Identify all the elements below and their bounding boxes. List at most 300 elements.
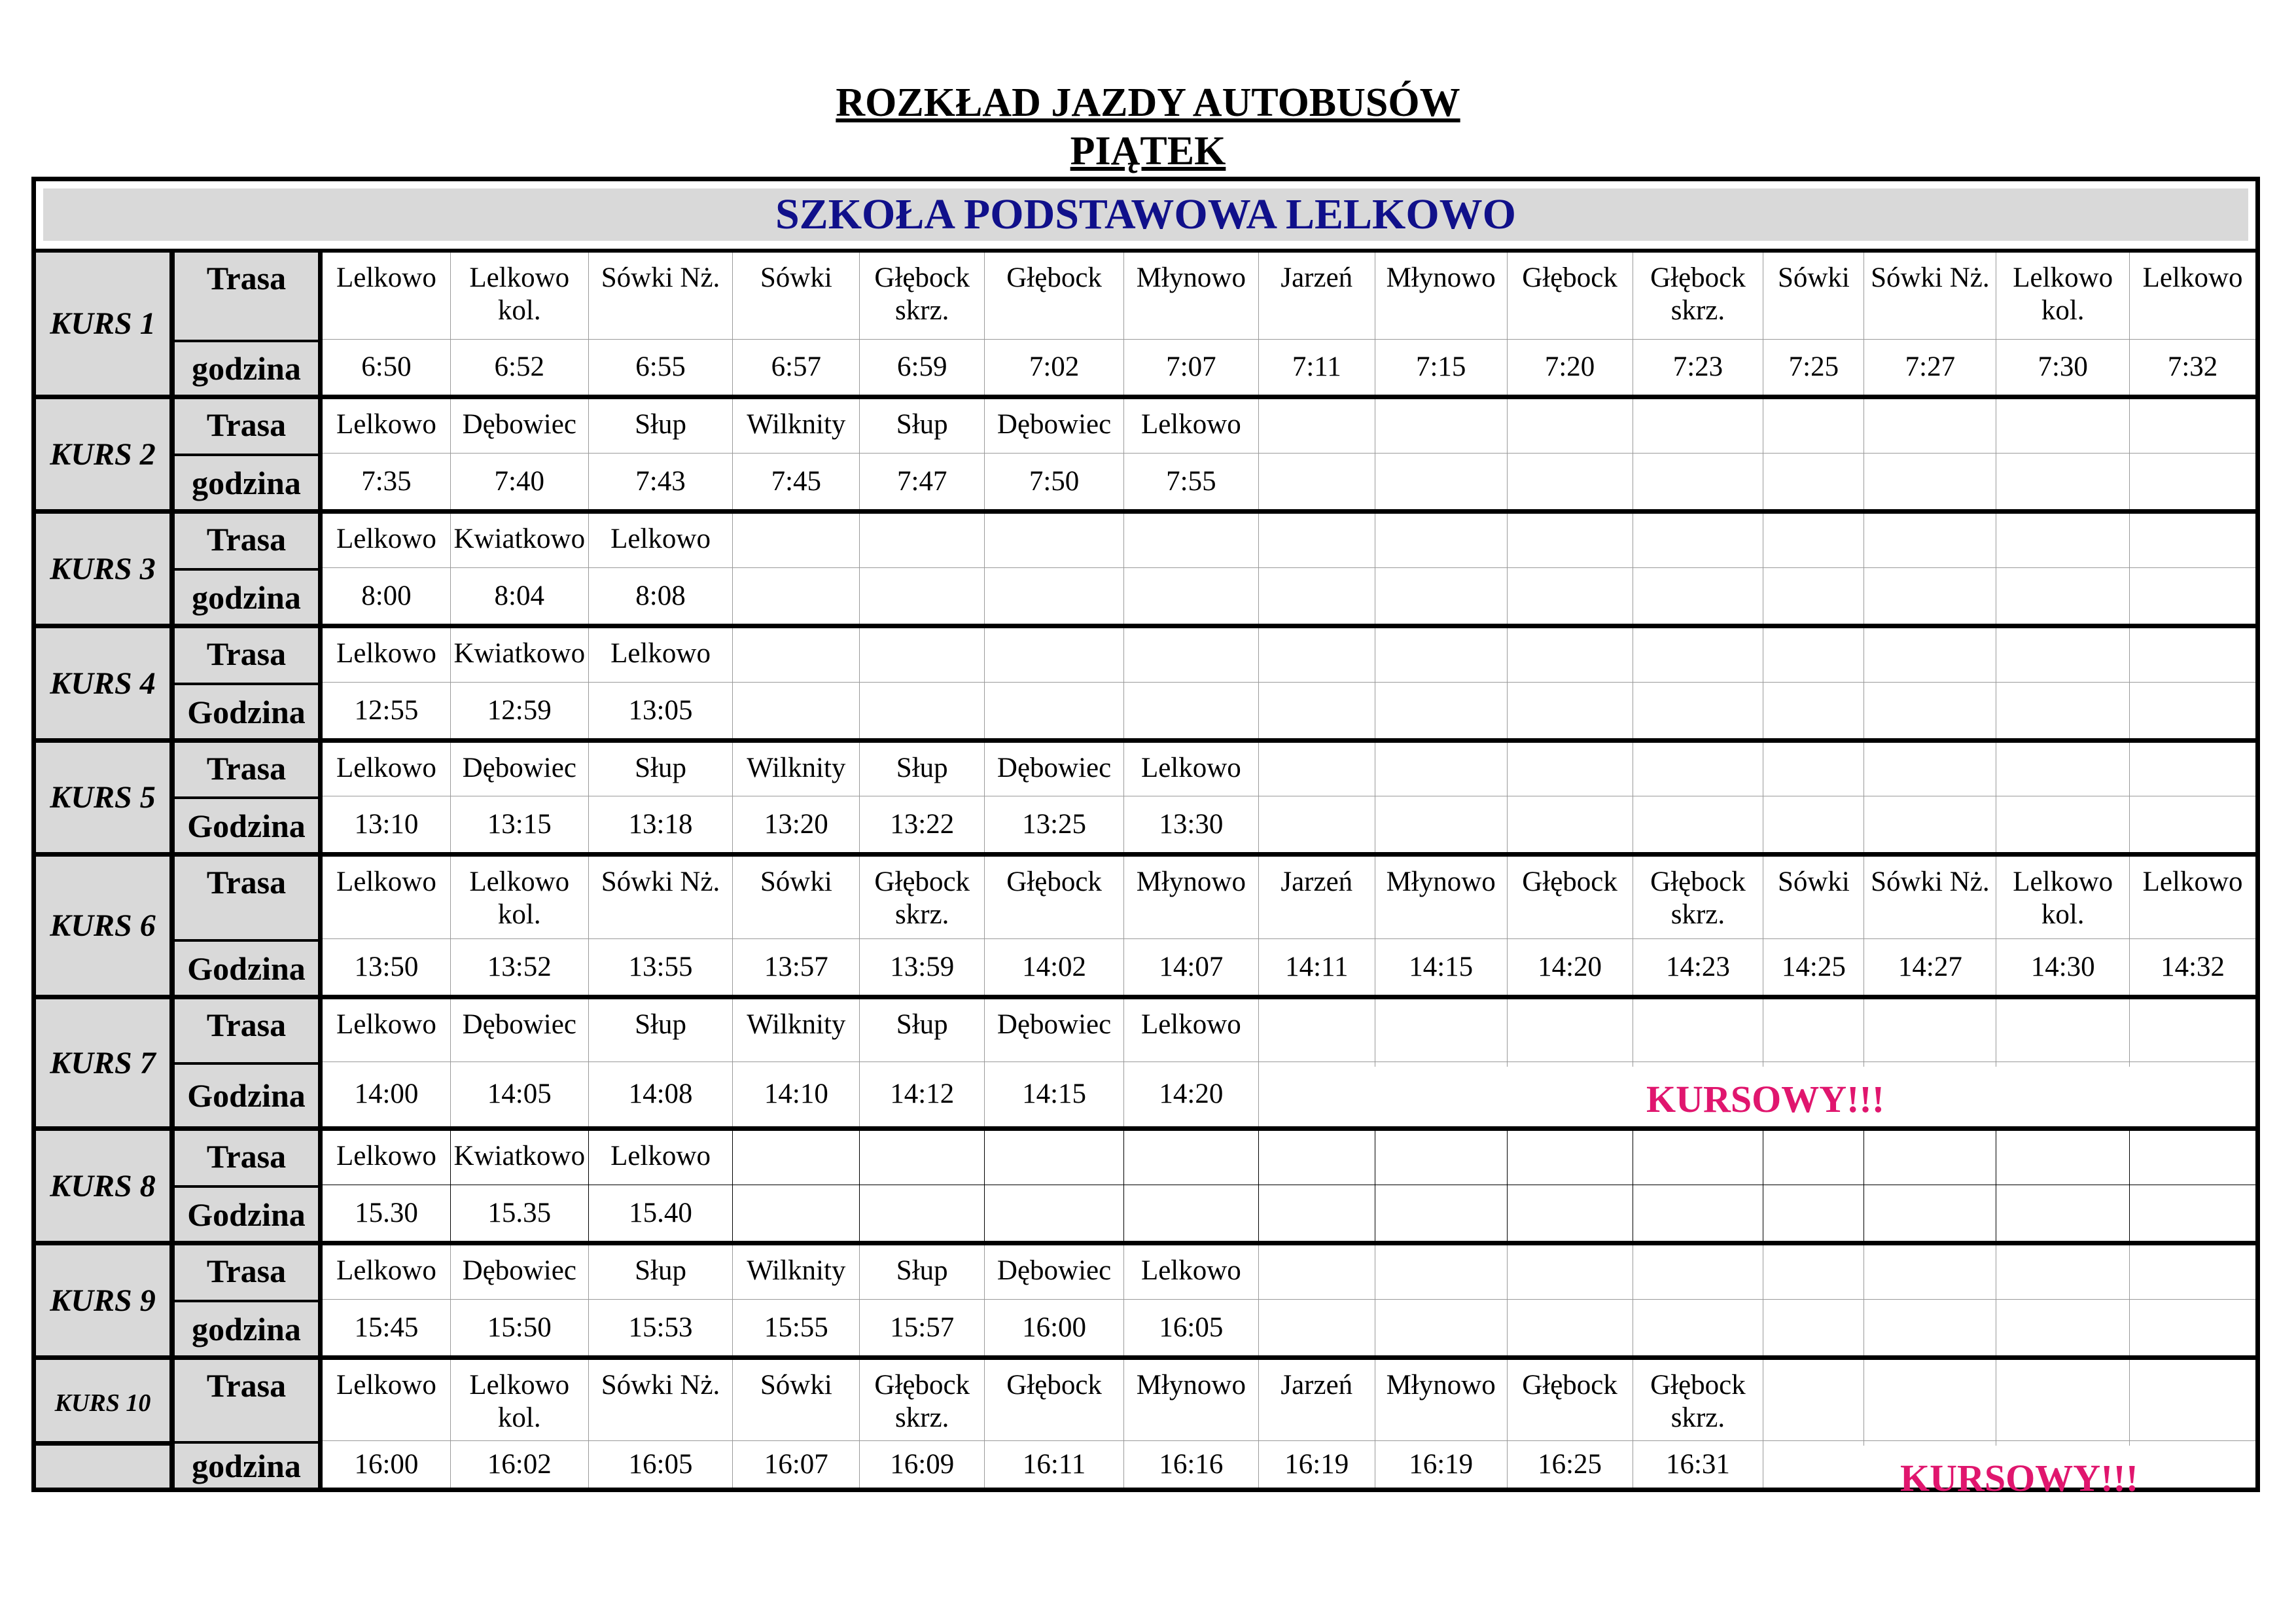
stop-cell: Dębowiec xyxy=(985,399,1124,458)
time-cell: 8:00 xyxy=(323,568,451,624)
time-cell xyxy=(985,683,1124,738)
time-label: godzina xyxy=(175,568,323,624)
stop-cell: Dębowiec xyxy=(985,743,1124,801)
time-cell: 13:20 xyxy=(733,796,860,852)
kursowy-note: KURSOWY!!! xyxy=(1899,1457,2139,1499)
time-cell xyxy=(1375,1185,1508,1241)
time-cell: 6:59 xyxy=(860,340,985,395)
page-subtitle: PIĄTEK xyxy=(1070,129,1226,173)
course-name: KURS 6 xyxy=(36,857,175,995)
page-title: ROZKŁAD JAZDY AUTOBUSÓW xyxy=(836,80,1460,125)
time-cell: 7:55 xyxy=(1124,454,1259,509)
time-cell xyxy=(1996,1185,2130,1241)
stop-cell xyxy=(1375,1245,1508,1304)
time-cell xyxy=(1259,454,1375,509)
stop-cell xyxy=(1633,514,1764,573)
stop-cell: Sówki xyxy=(1763,857,1864,944)
course-8 xyxy=(36,1126,2255,1241)
stop-cell: Sówki xyxy=(733,1360,860,1446)
time-cell: 7:23 xyxy=(1633,340,1764,395)
stop-cell xyxy=(1633,628,1764,687)
time-row xyxy=(323,453,2255,509)
time-label: godzina xyxy=(175,454,323,509)
time-cell xyxy=(2130,683,2255,738)
time-cell: 14:20 xyxy=(1508,939,1633,995)
stop-cell xyxy=(1996,1131,2130,1190)
route-label: Trasa xyxy=(175,399,323,458)
course-name: KURS 3 xyxy=(36,514,175,624)
time-cell: 8:04 xyxy=(451,568,589,624)
course-name: KURS 4 xyxy=(36,628,175,738)
time-cell: 13:15 xyxy=(451,796,589,852)
stop-cell: Sówki Nż. xyxy=(1864,857,1996,944)
time-cell xyxy=(860,568,985,624)
route-row xyxy=(323,628,2255,687)
time-cell xyxy=(1633,1185,1764,1241)
stop-cell: Młynowo xyxy=(1124,253,1259,340)
stop-cell: Młynowo xyxy=(1375,857,1508,944)
time-cell xyxy=(1996,683,2130,738)
time-cell: 7:50 xyxy=(985,454,1124,509)
time-cell xyxy=(1996,1300,2130,1355)
time-cell: 7:45 xyxy=(733,454,860,509)
time-row xyxy=(323,567,2255,624)
stop-cell xyxy=(2130,1131,2255,1190)
stop-cell: Lelkowo kol. xyxy=(451,857,589,944)
route-row xyxy=(323,1360,2255,1446)
time-cell: 14:05 xyxy=(451,1062,589,1126)
time-row xyxy=(323,1299,2255,1355)
time-cell xyxy=(860,683,985,738)
stop-cell xyxy=(1259,1131,1375,1190)
stop-cell: Słup xyxy=(589,999,733,1067)
time-cell xyxy=(1763,454,1864,509)
time-cell: 16:05 xyxy=(1124,1300,1259,1355)
stop-cell: Głębock xyxy=(985,1360,1124,1446)
stop-cell xyxy=(1124,514,1259,573)
stop-cell: Słup xyxy=(860,399,985,458)
stop-cell xyxy=(1375,628,1508,687)
stop-cell xyxy=(1633,999,1764,1067)
stop-cell xyxy=(1996,628,2130,687)
stop-cell xyxy=(1763,1245,1864,1304)
route-row xyxy=(323,253,2255,340)
time-cell xyxy=(1508,1300,1633,1355)
time-cell: 13:59 xyxy=(860,939,985,995)
time-cell xyxy=(860,1185,985,1241)
time-cell xyxy=(1633,796,1764,852)
stop-cell xyxy=(2130,628,2255,687)
stop-cell xyxy=(1864,1245,1996,1304)
route-row xyxy=(323,514,2255,573)
stop-cell: Dębowiec xyxy=(985,1245,1124,1304)
stop-cell: Lelkowo xyxy=(1124,1245,1259,1304)
stop-cell: Sówki Nż. xyxy=(589,857,733,944)
course-1 xyxy=(36,253,2255,395)
time-cell: 13:25 xyxy=(985,796,1124,852)
course-name: KURS 7 xyxy=(36,999,175,1126)
time-cell xyxy=(1864,796,1996,852)
time-cell xyxy=(1259,1185,1375,1241)
stop-cell xyxy=(733,1131,860,1190)
time-cell xyxy=(1508,796,1633,852)
stop-cell xyxy=(1864,628,1996,687)
time-cell: 8:08 xyxy=(589,568,733,624)
route-label: Trasa xyxy=(175,253,323,340)
time-cell: 6:55 xyxy=(589,340,733,395)
time-cell: 7:15 xyxy=(1375,340,1508,395)
stop-cell: Kwiatkowo xyxy=(451,1131,589,1190)
stop-cell xyxy=(1259,999,1375,1067)
stop-cell: Lelkowo xyxy=(323,1360,451,1446)
time-cell: 14:20 xyxy=(1124,1062,1259,1126)
stop-cell: Kwiatkowo xyxy=(451,628,589,687)
stop-cell xyxy=(1633,1245,1764,1304)
time-cell: 12:59 xyxy=(451,683,589,738)
time-cell: 14:11 xyxy=(1259,939,1375,995)
stop-cell: Głębock xyxy=(1508,253,1633,340)
time-cell xyxy=(985,1185,1124,1241)
stop-cell: Lelkowo xyxy=(323,514,451,573)
time-cell: 13:55 xyxy=(589,939,733,995)
time-cell xyxy=(1763,1185,1864,1241)
time-cell: 13:50 xyxy=(323,939,451,995)
stop-cell xyxy=(1996,514,2130,573)
time-cell xyxy=(2130,568,2255,624)
stop-cell xyxy=(1375,1131,1508,1190)
time-cell: 14:12 xyxy=(860,1062,985,1126)
stop-cell xyxy=(985,1131,1124,1190)
time-cell xyxy=(2130,454,2255,509)
route-row xyxy=(323,1245,2255,1304)
time-cell: 13:22 xyxy=(860,796,985,852)
time-cell: 14:02 xyxy=(985,939,1124,995)
time-cell xyxy=(1763,683,1864,738)
stop-cell: Lelkowo kol. xyxy=(451,253,589,340)
time-cell xyxy=(1124,568,1259,624)
stop-cell: Młynowo xyxy=(1375,1360,1508,1446)
time-cell: 15:55 xyxy=(733,1300,860,1355)
time-cell: 13:57 xyxy=(733,939,860,995)
time-cell: 14:07 xyxy=(1124,939,1259,995)
stop-cell: Lelkowo kol. xyxy=(1996,857,2130,944)
course-4 xyxy=(36,624,2255,738)
time-cell: 16:16 xyxy=(1124,1441,1259,1488)
stop-cell: Sówki xyxy=(733,857,860,944)
route-row xyxy=(323,999,2255,1067)
time-cell: 14:27 xyxy=(1864,939,1996,995)
stop-cell xyxy=(1508,514,1633,573)
stop-cell xyxy=(1763,999,1864,1067)
stop-cell: Słup xyxy=(860,743,985,801)
time-cell xyxy=(1508,683,1633,738)
time-cell xyxy=(1763,568,1864,624)
time-label: Godzina xyxy=(175,939,323,995)
time-row xyxy=(323,1061,2255,1126)
course-10 xyxy=(36,1355,2255,1499)
time-cell: 7:30 xyxy=(1996,340,2130,395)
time-cell xyxy=(1124,683,1259,738)
time-cell: 7:43 xyxy=(589,454,733,509)
time-cell: 7:07 xyxy=(1124,340,1259,395)
time-cell: 15.30 xyxy=(323,1185,451,1241)
time-cell xyxy=(1375,454,1508,509)
time-cell: 16:25 xyxy=(1508,1441,1633,1488)
stop-cell: Głębock xyxy=(985,857,1124,944)
time-row xyxy=(323,682,2255,738)
course-name-blank xyxy=(36,1441,175,1488)
route-row xyxy=(323,743,2255,801)
time-cell: 16:00 xyxy=(323,1441,451,1488)
time-cell: 7:32 xyxy=(2167,351,2218,382)
stop-cell xyxy=(1996,399,2130,458)
route-row xyxy=(323,399,2255,458)
stop-cell: Lelkowo xyxy=(589,1131,733,1190)
time-cell: 15.35 xyxy=(451,1185,589,1241)
time-cell: 7:35 xyxy=(323,454,451,509)
time-cell: 13:05 xyxy=(589,683,733,738)
stop-cell: Lelkowo xyxy=(323,1245,451,1304)
stop-cell xyxy=(733,628,860,687)
stop-cell xyxy=(1996,1360,2130,1446)
stop-cell: Młynowo xyxy=(1124,1360,1259,1446)
time-cell: 16:31 xyxy=(1633,1441,1764,1488)
time-cell xyxy=(1996,568,2130,624)
school-name: SZKOŁA PODSTAWOWA LELKOWO xyxy=(43,188,2248,241)
time-cell xyxy=(1259,1300,1375,1355)
time-row xyxy=(323,1440,2255,1488)
time-cell: 7:27 xyxy=(1864,340,1996,395)
kursowy-note: KURSOWY!!! xyxy=(1646,1078,1885,1120)
time-cell xyxy=(1259,568,1375,624)
time-cell: 6:52 xyxy=(451,340,589,395)
time-row xyxy=(323,339,2255,395)
stop-cell: Dębowiec xyxy=(451,743,589,801)
course-3 xyxy=(36,509,2255,624)
time-cell: 15:53 xyxy=(589,1300,733,1355)
course-5 xyxy=(36,738,2255,852)
stop-cell: Jarzeń xyxy=(1259,857,1375,944)
stop-cell xyxy=(1864,1360,1996,1446)
time-cell xyxy=(1375,683,1508,738)
stop-cell: Lelkowo xyxy=(323,1131,451,1190)
time-row xyxy=(323,796,2255,852)
time-cell: 6:57 xyxy=(733,340,860,395)
stop-cell xyxy=(1375,999,1508,1067)
stop-cell xyxy=(1864,999,1996,1067)
stop-cell xyxy=(1508,1131,1633,1190)
time-cell xyxy=(1375,568,1508,624)
stop-cell xyxy=(2130,1245,2255,1304)
time-cell: 14:08 xyxy=(589,1062,733,1126)
stop-cell xyxy=(985,628,1124,687)
stop-cell: Słup xyxy=(589,743,733,801)
time-cell xyxy=(2130,1185,2255,1241)
stop-cell: Sówki xyxy=(1763,253,1864,340)
stop-cell xyxy=(1996,743,2130,801)
stop-cell: Sówki xyxy=(733,253,860,340)
stop-cell xyxy=(1864,743,1996,801)
stop-cell: Kwiatkowo xyxy=(451,514,589,573)
time-cell xyxy=(1864,454,1996,509)
stop-cell xyxy=(1375,743,1508,801)
stop-cell xyxy=(1375,399,1508,458)
time-cell xyxy=(1633,1300,1764,1355)
course-name: KURS 9 xyxy=(36,1245,175,1355)
stop-cell xyxy=(1996,999,2130,1067)
time-cell: 16:05 xyxy=(589,1441,733,1488)
time-cell xyxy=(1864,568,1996,624)
stop-cell: Lelkowo xyxy=(1124,399,1259,458)
stop-cell xyxy=(1763,1360,1864,1446)
time-cell: 7:02 xyxy=(985,340,1124,395)
stop-cell: Jarzeń xyxy=(1259,253,1375,340)
stop-cell xyxy=(1763,1131,1864,1190)
stop-cell: Słup xyxy=(860,1245,985,1304)
route-label: Trasa xyxy=(175,743,323,801)
stop-cell xyxy=(1763,514,1864,573)
stop-cell: Głębock skrz. xyxy=(1633,1360,1764,1446)
time-cell xyxy=(985,568,1124,624)
time-cell: 7:47 xyxy=(860,454,985,509)
time-cell xyxy=(1508,1185,1633,1241)
course-9 xyxy=(36,1241,2255,1355)
time-cell xyxy=(1996,454,2130,509)
stop-cell xyxy=(1124,628,1259,687)
time-cell: 14:00 xyxy=(323,1062,451,1126)
stop-cell xyxy=(2130,999,2255,1067)
time-cell: 16:09 xyxy=(860,1441,985,1488)
stop-cell: Lelkowo xyxy=(2142,262,2243,293)
stop-cell: Sówki Nż. xyxy=(589,1360,733,1446)
time-cell xyxy=(733,568,860,624)
time-cell: 14:32 xyxy=(2161,951,2225,982)
time-cell: 13:10 xyxy=(323,796,451,852)
time-cell: 16:11 xyxy=(985,1441,1124,1488)
stop-cell: Wilknity xyxy=(733,399,860,458)
time-cell: 15.40 xyxy=(589,1185,733,1241)
stop-cell: Lelkowo xyxy=(1124,999,1259,1067)
route-row xyxy=(323,1131,2255,1190)
stop-cell: Jarzeń xyxy=(1259,1360,1375,1446)
stop-cell: Głębock skrz. xyxy=(860,1360,985,1446)
stop-cell xyxy=(1633,1131,1764,1190)
course-name: KURS 1 xyxy=(36,253,175,395)
stop-cell xyxy=(733,514,860,573)
stop-cell: Głębock skrz. xyxy=(860,857,985,944)
stop-cell xyxy=(1508,399,1633,458)
stop-cell: Słup xyxy=(860,999,985,1067)
time-cell: 16:00 xyxy=(985,1300,1124,1355)
stop-cell xyxy=(1633,399,1764,458)
stop-cell: Głębock xyxy=(985,253,1124,340)
course-name: KURS 5 xyxy=(36,743,175,852)
stop-cell: Lelkowo xyxy=(323,743,451,801)
route-label: Trasa xyxy=(175,999,323,1067)
stop-cell: Głębock skrz. xyxy=(1633,253,1764,340)
stop-cell xyxy=(1508,1245,1633,1304)
time-cell xyxy=(2130,1300,2255,1355)
stop-cell: Głębock skrz. xyxy=(860,253,985,340)
stop-cell xyxy=(2130,399,2255,458)
time-cell: 14:23 xyxy=(1633,939,1764,995)
stop-cell xyxy=(985,514,1124,573)
stop-cell: Słup xyxy=(589,1245,733,1304)
route-label: Trasa xyxy=(175,1360,323,1446)
time-cell: 14:10 xyxy=(733,1062,860,1126)
stop-cell xyxy=(1508,999,1633,1067)
time-cell: 7:25 xyxy=(1763,340,1864,395)
stop-cell: Słup xyxy=(589,399,733,458)
stop-cell xyxy=(1633,743,1764,801)
stop-cell: Wilknity xyxy=(733,1245,860,1304)
time-cell xyxy=(733,1185,860,1241)
stop-cell: Wilknity xyxy=(733,999,860,1067)
route-label: Trasa xyxy=(175,857,323,944)
course-6 xyxy=(36,852,2255,995)
time-cell xyxy=(1864,1185,1996,1241)
stop-cell: Dębowiec xyxy=(451,999,589,1067)
time-label: Godzina xyxy=(175,796,323,852)
time-cell xyxy=(1508,454,1633,509)
time-cell: 14:15 xyxy=(985,1062,1124,1126)
time-label: Godzina xyxy=(175,1062,323,1126)
time-cell xyxy=(1864,683,1996,738)
stop-cell xyxy=(1864,514,1996,573)
course-7 xyxy=(36,995,2255,1126)
stop-cell: Lelkowo xyxy=(323,399,451,458)
stop-cell xyxy=(1508,743,1633,801)
stop-cell xyxy=(1124,1131,1259,1190)
stop-cell: Dębowiec xyxy=(451,1245,589,1304)
time-cell xyxy=(1763,1300,1864,1355)
time-cell: 16:19 xyxy=(1375,1441,1508,1488)
time-cell xyxy=(1763,796,1864,852)
time-cell xyxy=(1633,454,1764,509)
route-label: Trasa xyxy=(175,628,323,687)
time-cell: 13:30 xyxy=(1124,796,1259,852)
time-label: godzina xyxy=(175,1441,323,1488)
time-cell xyxy=(1508,568,1633,624)
stop-cell xyxy=(1864,1131,1996,1190)
time-cell xyxy=(1996,796,2130,852)
time-cell xyxy=(1375,1300,1508,1355)
route-row xyxy=(323,857,2255,944)
stop-cell xyxy=(1259,1245,1375,1304)
time-cell: 15:57 xyxy=(860,1300,985,1355)
stop-cell: Głębock xyxy=(1508,1360,1633,1446)
time-label: godzina xyxy=(175,1300,323,1355)
stop-cell xyxy=(860,514,985,573)
stop-cell: Młynowo xyxy=(1124,857,1259,944)
time-cell: 14:25 xyxy=(1763,939,1864,995)
stop-cell: Głębock xyxy=(1508,857,1633,944)
route-label: Trasa xyxy=(175,514,323,573)
stop-cell: Lelkowo xyxy=(1124,743,1259,801)
time-cell xyxy=(1259,683,1375,738)
stop-cell xyxy=(1375,514,1508,573)
time-cell: 16:02 xyxy=(451,1441,589,1488)
stop-cell xyxy=(1864,399,1996,458)
stop-cell xyxy=(1259,628,1375,687)
course-name: KURS 10 xyxy=(36,1360,175,1446)
stop-cell: Lelkowo xyxy=(323,999,451,1067)
time-row xyxy=(323,1185,2255,1241)
stop-cell xyxy=(2130,514,2255,573)
time-cell: 13:52 xyxy=(451,939,589,995)
time-cell: 14:30 xyxy=(1996,939,2130,995)
stop-cell: Młynowo xyxy=(1375,253,1508,340)
